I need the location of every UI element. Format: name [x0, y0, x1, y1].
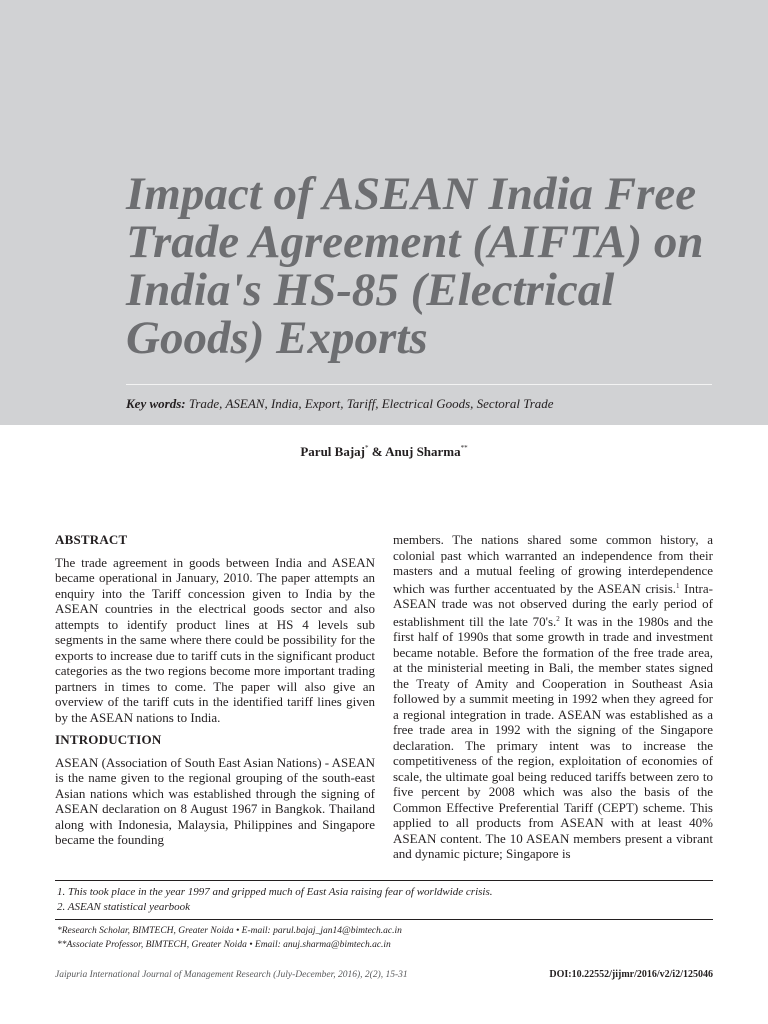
- footnote-ref: 1: [676, 581, 680, 590]
- keywords-line: [126, 396, 554, 412]
- affiliation-divider: [55, 919, 713, 920]
- introduction-text: ASEAN (Association of South East Asian Nations) - ASEAN is the name given to the regional grouping of the south-east Asian nations which was established through the signing of ASEAN declaration on 8 August 1967 in Bangkok. Thailand along with Indonesia, Malaysia, Philippines and Singapore became the founding: [55, 754, 375, 847]
- affiliation: **Associate Professor, BIMTECH, Greater Noida • Email: anuj.sharma@bimtech.ac.in: [57, 940, 391, 950]
- author-mark: *: [365, 444, 369, 452]
- footnote: 1. This took place in the year 1997 and gripped much of East Asia raising fear of worldwide crisis.: [57, 886, 493, 898]
- introduction-heading: INTRODUCTION: [55, 732, 162, 747]
- author-separator: &: [371, 444, 383, 459]
- keywords-label: Key words:: [126, 396, 186, 411]
- affiliation: *Research Scholar, BIMTECH, Greater Noida • E-mail: parul.bajaj_jan14@bimtech.ac.in: [57, 926, 402, 936]
- author-name: Parul Bajaj: [300, 444, 365, 459]
- body-text: Intra-ASEAN trade was not observed during the early period of establishment till the late 70's.: [393, 580, 713, 629]
- author-mark: **: [460, 444, 468, 452]
- doi: DOI:10.22552/jijmr/2016/v2/i2/125046: [549, 969, 713, 980]
- footnote-ref: 2: [556, 614, 560, 623]
- body-text: members. The nations shared some common history, a colonial past which warranted an independence from their masters and a mutual feeling of growing interdependence which was further accentuated by the ASEAN crisis.: [393, 532, 713, 596]
- body-paragraph: [393, 532, 713, 862]
- journal-citation: Jaipuria International Journal of Management Research (July-December, 2016), 2(2), 15-31: [55, 970, 408, 980]
- footnote-divider: [55, 880, 713, 881]
- left-column: [55, 532, 375, 855]
- abstract-heading: ABSTRACT: [55, 532, 128, 547]
- abstract-text: The trade agreement in goods between India and ASEAN became operational in January, 2010. The paper attempts an enquiry into the Tariff concession given to India by the ASEAN countries in the electrical goods sector and also attempts to identify product lines at HS 4 levels sub segments in the same where there could be possibility for the exports to increase due to tariff cuts in the significant product categories as the two regions become more important trading partners in times to come. The paper will also give an overview of the tariff cuts in the identified tariff lines given by the ASEAN nations to India.: [55, 554, 375, 725]
- author-line: [0, 444, 768, 460]
- author-name: Anuj Sharma: [385, 444, 461, 459]
- title-divider: [126, 384, 712, 385]
- right-column: [393, 532, 713, 869]
- footnote: 2. ASEAN statistical yearbook: [57, 901, 191, 913]
- paper-title: Impact of ASEAN India Free Trade Agreement (AIFTA) on India's HS-85 (Electrical Goods) Exports: [126, 168, 704, 364]
- keywords-text: Trade, ASEAN, India, Export, Tariff, Electrical Goods, Sectoral Trade: [188, 396, 554, 411]
- body-text: It was in the 1980s and the first half of 1990s that some growth in trade and investment became notable. Before the formation of the free trade area, at the ministerial meeting in Bali, the member states signed the Treaty of Amity and Cooperation in Southeast Asia followed by a summit meeting in 1992 when they agreed for a regional integration in trade. ASEAN was established as a free trade area in 1992 with the signing of the Singapore declaration. The primary intent was to increase the competitiveness of the region, exploitation of economies of scale, the ultimate goal being reduced tariffs between zero to five percent by 2008 which was also the basis of the Common Effective Preferential Tariff (CEPT) scheme. This applied to all products from ASEAN with at least 40% ASEAN content. The 10 ASEAN members present a vibrant and dynamic picture; Singapore is: [393, 613, 713, 861]
